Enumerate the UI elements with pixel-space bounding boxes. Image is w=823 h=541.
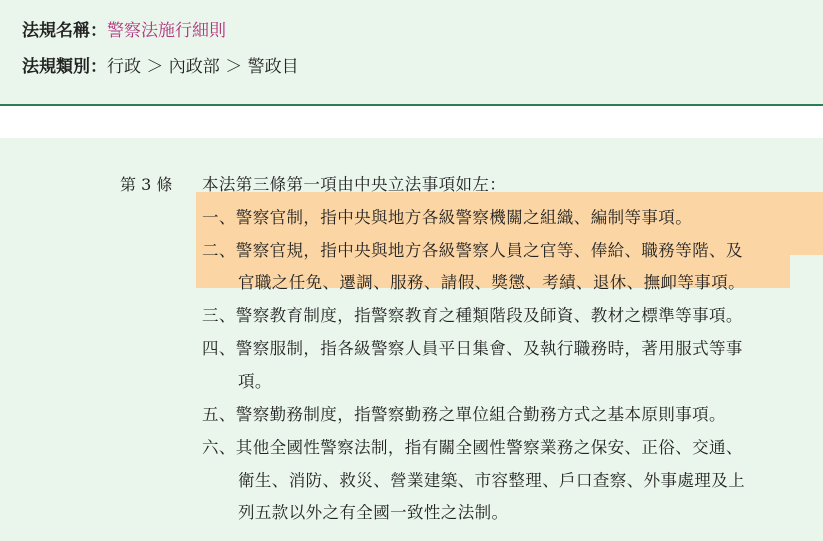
law-name-label: 法規名稱： — [22, 21, 107, 41]
article-block — [0, 138, 823, 541]
law-category-label: 法規類別： — [22, 57, 107, 77]
article-item-line: 衛生、消防、救災、營業建築、市容整理、戶口查察、外事處理及上 — [238, 471, 745, 490]
article-item-line: 四、警察服制，指各級警察人員平日集會、及執行職務時，著用服式等事 — [202, 339, 743, 358]
law-name-link[interactable]: 警察法施行細則 — [107, 21, 226, 41]
article-item-line: 項。 — [238, 372, 272, 391]
article-number: 第 3 條 — [120, 175, 173, 194]
divider-strip — [0, 106, 823, 138]
article-item-line: 一、警察官制，指中央與地方各級警察機關之組織、編制等事項。 — [202, 208, 693, 227]
article-item-line: 官職之任免、遷調、服務、請假、獎懲、考績、退休、撫卹等事項。 — [238, 273, 745, 292]
article-item-line: 三、警察教育制度，指警察教育之種類階段及師資、教材之標準等事項。 — [202, 306, 743, 325]
article-intro: 本法第三條第一項由中央立法事項如左： — [202, 175, 507, 194]
law-category-row — [22, 52, 299, 77]
law-name-row — [22, 16, 226, 41]
law-header — [0, 0, 823, 106]
article-item-line: 五、警察勤務制度，指警察勤務之單位組合勤務方式之基本原則事項。 — [202, 405, 726, 424]
article-item-line: 列五款以外之有全國一致性之法制。 — [238, 503, 509, 522]
article-item-line: 六、其他全國性警察法制，指有關全國性警察業務之保安、正俗、交通、 — [202, 438, 743, 457]
article-item-line: 二、警察官規，指中央與地方各級警察人員之官等、俸給、職務等階、及 — [202, 241, 743, 260]
law-category-path: 行政 ＞ 內政部 ＞ 警政目 — [107, 57, 299, 77]
